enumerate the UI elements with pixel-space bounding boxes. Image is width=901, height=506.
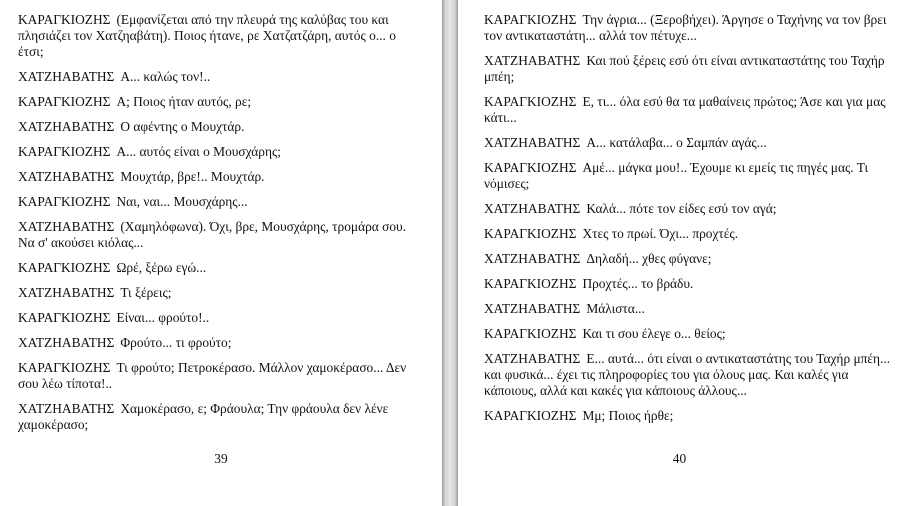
speaker-name: ΚΑΡΑΓΚΙΟΖΗΣ <box>484 226 577 241</box>
speaker-name: ΧΑΤΖΗΑΒΑΤΗΣ <box>18 335 115 350</box>
speaker-name: ΚΑΡΑΓΚΙΟΖΗΣ <box>18 12 111 27</box>
speaker-name: ΚΑΡΑΓΚΙΟΖΗΣ <box>484 94 577 109</box>
dialogue-line <box>18 260 422 276</box>
speaker-name: ΚΑΡΑΓΚΙΟΖΗΣ <box>18 260 111 275</box>
dialogue-line <box>18 310 422 326</box>
dialogue-line <box>18 360 422 392</box>
speaker-name: ΚΑΡΑΓΚΙΟΖΗΣ <box>484 12 577 27</box>
line-text: Είναι... φρούτο!.. <box>116 310 210 325</box>
line-text: Χαμοκέρασο, ε; Φράουλα; Την φράουλα δεν λένε χαμοκέρασο; <box>18 401 389 432</box>
dialogue-line <box>484 351 893 399</box>
line-text: Και τι σου έλεγε ο... θείος; <box>582 326 726 341</box>
dialogue-line <box>484 12 893 44</box>
dialogue-line <box>18 12 422 60</box>
speaker-name: ΧΑΤΖΗΑΒΑΤΗΣ <box>484 201 581 216</box>
speaker-name: ΧΑΤΖΗΑΒΑΤΗΣ <box>484 53 581 68</box>
left-page <box>0 0 442 506</box>
speaker-name: ΚΑΡΑΓΚΙΟΖΗΣ <box>18 360 111 375</box>
line-text: (Εμφανίζεται από την πλευρά της καλύβας του και πλησιάζει τον Χατζηαβάτη). Ποιος ήτανε, ρε Χατζατζάρη, αυτός ο... ο έτσι; <box>18 12 396 59</box>
speaker-name: ΧΑΤΖΗΑΒΑΤΗΣ <box>484 301 581 316</box>
page-number-left: 39 <box>214 451 228 466</box>
line-text: Ε... αυτά... ότι είναι ο αντικαταστάτης του Ταχήρ μπέη... και φυσικά... έχει τις πληροφορίες του για όλους μας. Και καλές για κάποιους, αλλά και κακές για κάποιους άλλους... <box>484 351 891 398</box>
line-text: Την άγρια... (Ξεροβήχει). Άργησε ο Ταχήνης να τον βρει τον αντικαταστάτη... αλλά τον πέτυχε... <box>484 12 887 43</box>
speaker-name: ΚΑΡΑΓΚΙΟΖΗΣ <box>484 276 577 291</box>
dialogue-line <box>484 301 893 317</box>
dialogue-line <box>18 169 422 185</box>
speaker-name: ΚΑΡΑΓΚΙΟΖΗΣ <box>18 194 111 209</box>
right-page <box>458 0 901 506</box>
line-text: Ο αφέντης ο Μουχτάρ. <box>120 119 245 134</box>
line-text: Τι φρούτο; Πετροκέρασο. Μάλλον χαμοκέρασο... Δεν σου λέω τίποτα!.. <box>18 360 407 391</box>
dialogue-line <box>18 219 422 251</box>
speaker-name: ΚΑΡΑΓΚΙΟΖΗΣ <box>484 326 577 341</box>
speaker-name: ΚΑΡΑΓΚΙΟΖΗΣ <box>484 408 577 423</box>
line-text: Ε, τι... όλα εσύ θα τα μαθαίνεις πρώτος; Άσε και για μας κάτι... <box>484 94 886 125</box>
speaker-name: ΧΑΤΖΗΑΒΑΤΗΣ <box>18 219 115 234</box>
line-text: Μάλιστα... <box>586 301 645 316</box>
speaker-name: ΚΑΡΑΓΚΙΟΖΗΣ <box>18 144 111 159</box>
dialogue-line <box>484 251 893 267</box>
dialogue-line <box>484 53 893 85</box>
line-text: Καλά... πότε τον είδες εσύ τον αγά; <box>586 201 777 216</box>
dialogue-line <box>18 144 422 160</box>
dialogue-line <box>484 276 893 292</box>
line-text: Α... κατάλαβα... ο Σαμπάν αγάς... <box>586 135 767 150</box>
page-number-right: 40 <box>672 451 687 466</box>
line-text: (Χαμηλόφωνα). Όχι, βρε, Μουσχάρης, τρομάρα σου. Να σ' ακούσει κιόλας... <box>18 219 407 250</box>
dialogue-line <box>18 119 422 135</box>
dialogue-line <box>18 335 422 351</box>
dialogue-line <box>18 401 422 433</box>
speaker-name: ΧΑΤΖΗΑΒΑΤΗΣ <box>18 285 115 300</box>
right-dialogue <box>484 12 893 424</box>
speaker-name: ΧΑΤΖΗΑΒΑΤΗΣ <box>484 251 581 266</box>
line-text: Μμ; Ποιος ήρθε; <box>582 408 674 423</box>
line-text: Α... καλώς τον!.. <box>120 69 211 84</box>
book-gutter <box>442 0 458 506</box>
dialogue-line <box>484 160 893 192</box>
line-text: Χτες το πρωί. Όχι... προχτές. <box>582 226 739 241</box>
speaker-name: ΧΑΤΖΗΑΒΑΤΗΣ <box>18 169 115 184</box>
dialogue-line <box>484 94 893 126</box>
dialogue-line <box>18 69 422 85</box>
speaker-name: ΧΑΤΖΗΑΒΑΤΗΣ <box>484 351 581 366</box>
line-text: Αμέ... μάγκα μου!.. Έχουμε κι εμείς τις πηγές μας. Τι νόμισες; <box>484 160 869 191</box>
line-text: Τι ξέρεις; <box>120 285 172 300</box>
speaker-name: ΚΑΡΑΓΚΙΟΖΗΣ <box>18 94 111 109</box>
line-text: Ναι, ναι... Μουσχάρης... <box>116 194 248 209</box>
speaker-name: ΧΑΤΖΗΑΒΑΤΗΣ <box>484 135 581 150</box>
line-text: Φρούτο... τι φρούτο; <box>120 335 232 350</box>
dialogue-line <box>484 326 893 342</box>
left-dialogue <box>18 12 422 433</box>
line-text: Δηλαδή... χθες φύγανε; <box>586 251 712 266</box>
dialogue-line <box>484 226 893 242</box>
line-text: Προχτές... το βράδυ. <box>582 276 694 291</box>
speaker-name: ΧΑΤΖΗΑΒΑΤΗΣ <box>18 69 115 84</box>
line-text: Μουχτάρ, βρε!.. Μουχτάρ. <box>120 169 265 184</box>
dialogue-line <box>484 135 893 151</box>
line-text: Και πού ξέρεις εσύ ότι είναι αντικαταστάτης του Ταχήρ μπέη; <box>484 53 885 84</box>
line-text: Α; Ποιος ήταν αυτός, ρε; <box>116 94 252 109</box>
line-text: Ωρέ, ξέρω εγώ... <box>116 260 207 275</box>
dialogue-line <box>484 201 893 217</box>
speaker-name: ΧΑΤΖΗΑΒΑΤΗΣ <box>18 401 115 416</box>
dialogue-line <box>18 285 422 301</box>
line-text: Α... αυτός είναι ο Μουσχάρης; <box>116 144 281 159</box>
speaker-name: ΧΑΤΖΗΑΒΑΤΗΣ <box>18 119 115 134</box>
speaker-name: ΚΑΡΑΓΚΙΟΖΗΣ <box>18 310 111 325</box>
dialogue-line <box>484 408 893 424</box>
speaker-name: ΚΑΡΑΓΚΙΟΖΗΣ <box>484 160 577 175</box>
dialogue-line <box>18 94 422 110</box>
dialogue-line <box>18 194 422 210</box>
